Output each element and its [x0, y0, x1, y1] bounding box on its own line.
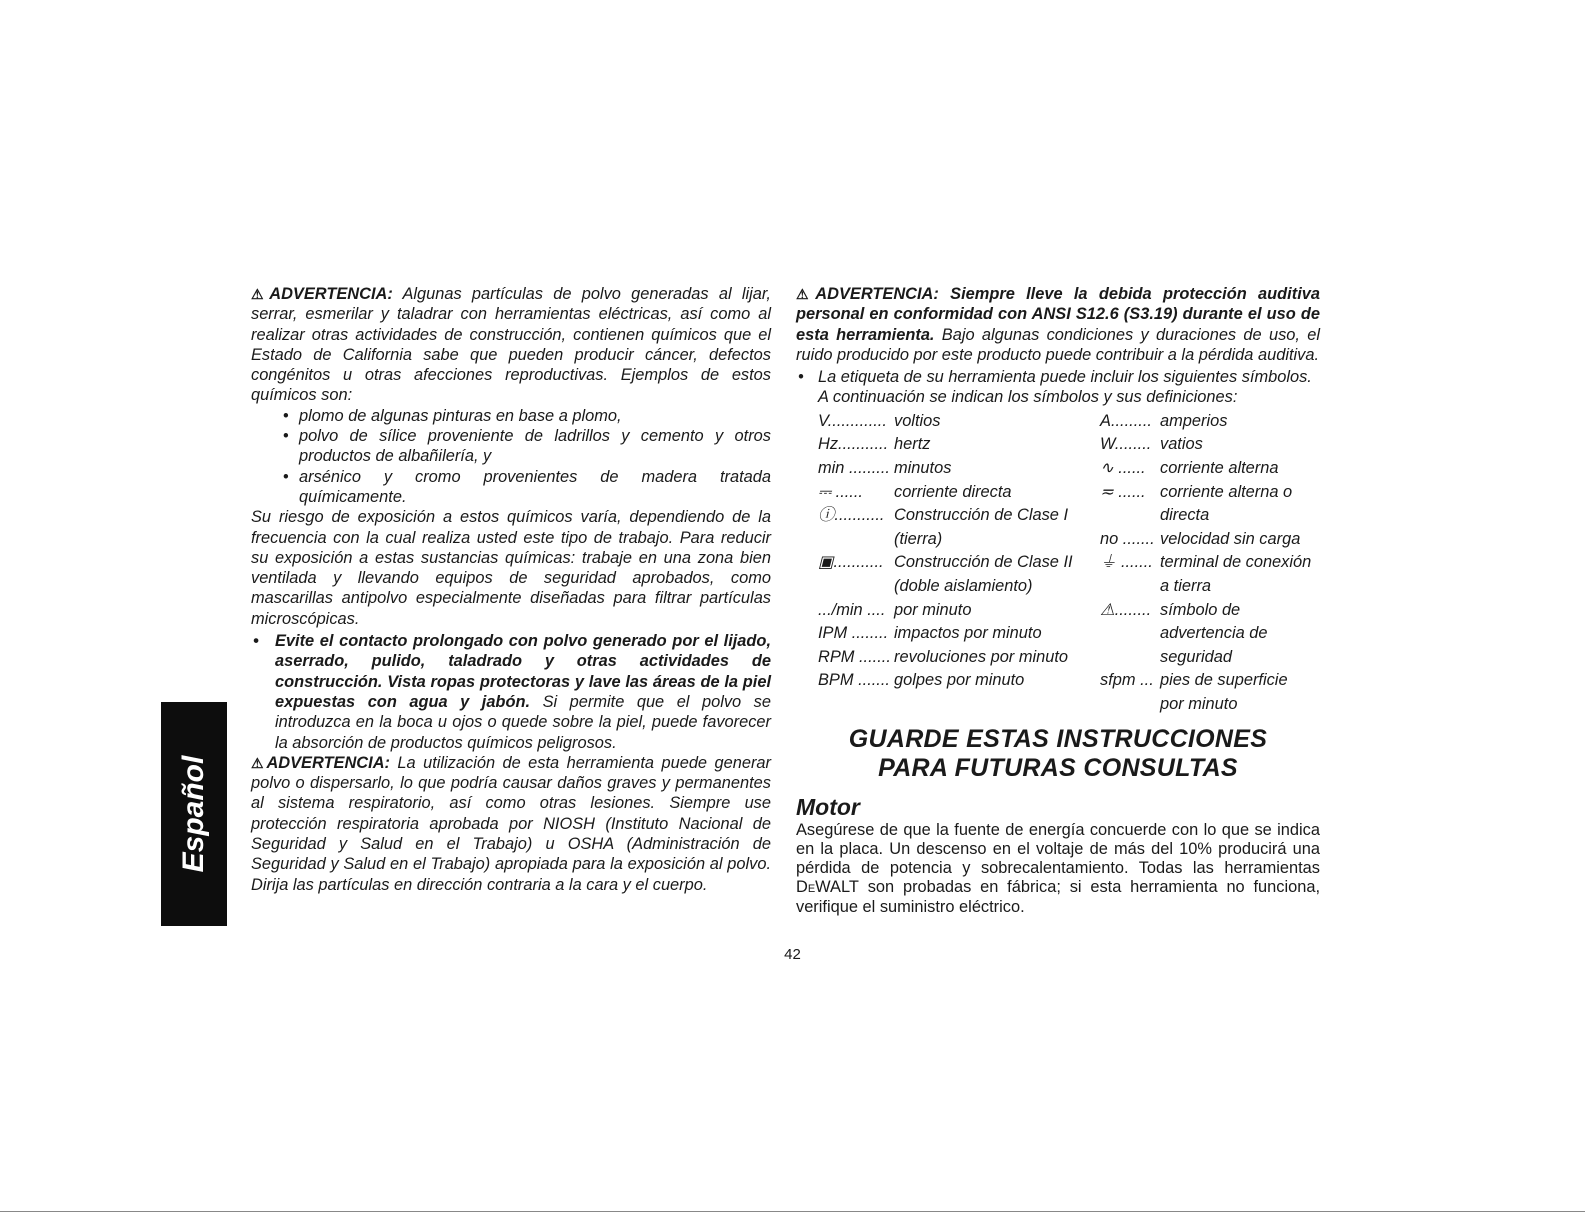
symbols-table — [818, 410, 1320, 717]
symbol-key-text: ⎓ — [818, 482, 832, 501]
symbol-definition: a tierra — [1160, 576, 1212, 595]
symbol-row — [1100, 551, 1320, 575]
symbol-key-text: W — [1100, 435, 1115, 454]
save-heading-line-1: GUARDE ESTAS INSTRUCCIONES — [848, 724, 1268, 753]
symbol-row — [818, 504, 1100, 528]
symbol-key — [1100, 622, 1160, 646]
symbol-leader-dots: .... — [862, 600, 886, 619]
symbol-key — [818, 622, 894, 646]
symbol-key — [1100, 551, 1160, 575]
symbol-leader-dots: ........... — [834, 506, 885, 525]
symbol-leader-dots: ............. — [827, 411, 887, 430]
symbol-leader-dots: ....... — [854, 647, 891, 666]
symbol-definition: Construcción de Clase I — [894, 506, 1069, 525]
symbol-key — [818, 646, 894, 670]
symbol-key — [818, 457, 894, 481]
symbol-key — [818, 669, 894, 693]
symbol-key — [818, 528, 894, 552]
bullet-dot: • — [253, 632, 259, 651]
symbol-key-text: sfpm — [1100, 671, 1136, 690]
symbol-key-text: ⏚ — [1100, 553, 1117, 572]
symbol-row — [1100, 410, 1320, 434]
symbol-row — [1100, 622, 1320, 646]
symbols-intro — [796, 367, 1320, 408]
symbol-definition: seguridad — [1160, 647, 1232, 666]
symbol-definition: terminal de conexión — [1160, 553, 1312, 572]
symbol-key — [1100, 599, 1160, 623]
warning-text: Bajo algunas condiciones y duraciones de uso, el ruido producido por este producto puede contribuir a la pérdida auditiva. — [796, 325, 1320, 364]
symbol-row — [818, 646, 1100, 670]
bullet-text: Si permite que el polvo se introduzca en la boca u ojos o quede sobre la piel, puede favorecer la absorción de productos químicos peligrosos. — [275, 692, 771, 752]
symbol-key — [1100, 646, 1160, 670]
symbol-leader-dots: ......... — [844, 458, 890, 477]
list-item: • arsénico y cromo provenientes de madera tratada químicamente. — [299, 467, 771, 508]
symbol-definition: Construcción de Clase II — [894, 553, 1073, 572]
symbol-key-text: IPM — [818, 624, 848, 643]
symbol-key — [1100, 528, 1160, 552]
left-column — [251, 284, 771, 895]
symbol-definition: minutos — [894, 458, 952, 477]
symbol-definition: corriente alterna o — [1160, 482, 1293, 501]
symbol-key — [818, 504, 894, 528]
language-tab-label: Español — [177, 755, 210, 873]
symbol-leader-dots: ....... — [853, 671, 890, 690]
symbol-key-text: BPM — [818, 671, 854, 690]
symbol-row — [818, 457, 1100, 481]
warning-triangle-icon: ⚠ — [796, 286, 816, 302]
symbol-key-text: ▣ — [818, 553, 834, 572]
symbol-definition: corriente directa — [894, 482, 1012, 501]
symbol-key — [818, 410, 894, 434]
dust-contact-bullet — [251, 631, 771, 753]
symbol-definition: amperios — [1160, 411, 1228, 430]
symbol-row — [1100, 481, 1320, 505]
risk-paragraph: Su riesgo de exposición a estos químicos varía, dependiendo de la frecuencia con la cual realiza usted este tipo de trabajo. Para reducir su exposición a estas sustancias químicas: trabaje en una zona bien ventilada y llevando equipos de seguridad aprobados, como mascarillas antipolvo especialmente diseñadas para filtrar partículas microscópicas. — [251, 508, 771, 628]
symbol-definition: golpes por minuto — [894, 671, 1025, 690]
warning-text: Algunas partículas de polvo generadas al lijar, serrar, esmerilar y taladrar con herramientas eléctricas, así como al realizar otras actividades de construcción, contienen químicos que el Estado de California sabe que pueden producir cáncer, defectos congénitos u otras afecciones reproductivas. Ejemplos de estos químicos son: — [251, 285, 771, 405]
save-instructions-heading — [796, 725, 1320, 783]
warning-label: ADVERTENCIA: — [269, 285, 393, 303]
language-tab — [161, 702, 227, 926]
symbol-row — [818, 528, 1100, 552]
symbol-definition: símbolo de — [1160, 600, 1241, 619]
symbol-leader-dots: ........... — [833, 553, 884, 572]
symbol-key-text: A — [1100, 411, 1111, 430]
symbol-key-text: ⓘ — [818, 506, 835, 525]
symbol-definition: impactos por minuto — [894, 624, 1042, 643]
symbol-key-text: min — [818, 458, 845, 477]
symbol-key-text: RPM — [818, 647, 855, 666]
symbol-row — [1100, 693, 1320, 717]
symbol-row — [818, 410, 1100, 434]
symbol-key — [1100, 504, 1160, 528]
warning-california — [251, 284, 771, 406]
warning-hearing — [796, 284, 1320, 365]
symbol-row — [1100, 457, 1320, 481]
symbol-key — [1100, 410, 1160, 434]
symbol-leader-dots: ...... — [1113, 482, 1146, 501]
chemicals-list — [251, 406, 771, 507]
symbol-key-text: V — [818, 411, 828, 430]
symbol-key-text: Hz — [818, 435, 839, 454]
symbol-row — [818, 433, 1100, 457]
symbol-definition: hertz — [894, 435, 931, 454]
symbol-row — [818, 669, 1100, 693]
symbol-key — [818, 551, 894, 575]
symbol-leader-dots: ...... — [1113, 458, 1146, 477]
symbol-row — [818, 481, 1100, 505]
symbols-right-column — [1100, 410, 1320, 717]
warning-bold-text: ADVERTENCIA: Siempre lleve la debida protección auditiva personal en conformidad con ANSI S12.6 (S3.19) durante el uso de esta herramienta. — [796, 285, 1320, 344]
symbol-row — [1100, 575, 1320, 599]
warning-triangle-icon: ⚠ — [251, 286, 270, 302]
symbol-row — [1100, 669, 1320, 693]
symbol-key — [818, 599, 894, 623]
symbol-leader-dots: ........ — [847, 624, 889, 643]
symbol-key-text: ⚠ — [1100, 600, 1115, 619]
warning-label: ADVERTENCIA: — [266, 753, 390, 772]
page-number: 42 — [784, 946, 801, 963]
symbol-definition: directa — [1160, 506, 1210, 525]
warning-triangle-icon: ⚠ — [251, 754, 267, 771]
symbol-row — [1100, 504, 1320, 528]
symbol-key — [818, 481, 894, 505]
symbol-key — [818, 433, 894, 457]
symbol-definition: corriente alterna — [1160, 458, 1279, 477]
symbol-leader-dots: ........... — [838, 435, 889, 454]
symbol-key-text: no — [1100, 529, 1119, 548]
symbol-leader-dots: ....... — [1118, 529, 1155, 548]
symbol-leader-dots: ...... — [831, 482, 863, 501]
bottom-divider — [0, 1211, 1585, 1212]
symbol-key — [1100, 575, 1160, 599]
brand-name: DeWALT — [796, 878, 859, 897]
warning-respiratory — [251, 753, 771, 895]
symbol-definition: voltios — [894, 411, 941, 430]
symbol-leader-dots: ........ — [1114, 435, 1152, 454]
list-item: • plomo de algunas pinturas en base a plomo, — [299, 406, 771, 426]
motor-paragraph — [796, 821, 1320, 917]
right-column — [796, 284, 1320, 917]
bullet-dot: • — [798, 368, 804, 387]
symbol-row — [1100, 433, 1320, 457]
symbol-definition: velocidad sin carga — [1160, 529, 1301, 548]
symbol-row — [1100, 599, 1320, 623]
symbol-row — [818, 575, 1100, 599]
symbol-definition: advertencia de — [1160, 624, 1268, 643]
symbol-key-text: .../min — [818, 600, 863, 619]
motor-text-2: son probadas en fábrica; si esta herramienta no funciona, verifique el suministro eléctrico. — [796, 878, 1321, 916]
symbol-definition: (tierra) — [894, 529, 943, 548]
symbol-definition: por minuto — [894, 600, 972, 619]
symbol-row — [1100, 646, 1320, 670]
symbol-leader-dots: ........ — [1114, 600, 1152, 619]
symbol-leader-dots: ... — [1135, 671, 1154, 690]
symbols-left-column — [818, 410, 1100, 717]
symbol-key-text: ∿ — [1100, 458, 1114, 477]
symbol-row — [818, 599, 1100, 623]
symbol-key — [818, 575, 894, 599]
motor-text-1: Asegúrese de que la fuente de energía concuerde con lo que se indica en la placa. Un descenso en el voltaje de más del 10% producirá una pérdida de potencia y sobrecalentamiento. Todas las herramientas — [796, 820, 1320, 878]
symbol-key — [1100, 693, 1160, 717]
symbol-leader-dots: ......... — [1110, 411, 1152, 430]
warning-text: La utilización de esta herramienta puede generar polvo o dispersarlo, lo que podría causar daños graves y permanentes al sistema respiratorio, así como otras lesiones. Siempre use protección respiratoria aprobada por NIOSH (Instituto Nacional de Seguridad y Salud en el Trabajo) u OSHA (Administración de Seguridad y Salud en el Trabajo) apropiada para la exposición al polvo. Dirija las partículas en dirección contraria a la cara y el cuerpo. — [251, 753, 771, 894]
motor-title: Motor — [796, 793, 860, 820]
symbol-row — [1100, 528, 1320, 552]
symbol-definition: vatios — [1160, 435, 1203, 454]
save-heading-line-2: PARA FUTURAS CONSULTAS — [878, 753, 1238, 782]
symbol-row — [818, 622, 1100, 646]
bullet-bold-text: Evite el contacto prolongado con polvo generado por el lijado, aserrado, pulido, taladrado y otras actividades de construcción. Vista ropas protectoras y lave las áreas de la piel expuestas con agua y jabón. — [275, 632, 771, 711]
symbol-definition: pies de superficie — [1160, 671, 1288, 690]
symbol-key — [1100, 669, 1160, 693]
symbol-row — [818, 551, 1100, 575]
symbol-definition: por minuto — [1160, 694, 1238, 713]
symbols-intro-text: La etiqueta de su herramienta puede incluir los siguientes símbolos. A continuación se indican los símbolos y sus definiciones: — [818, 368, 1312, 407]
symbol-key-text: ≂ — [1100, 482, 1114, 501]
symbol-definition: revoluciones por minuto — [894, 647, 1069, 666]
symbol-definition: (doble aislamiento) — [894, 576, 1033, 595]
symbol-key — [1100, 433, 1160, 457]
symbol-key — [1100, 481, 1160, 505]
list-item: • polvo de sílice proveniente de ladrillos y cemento y otros productos de albañilería, y — [299, 426, 771, 467]
symbol-key — [1100, 457, 1160, 481]
symbol-leader-dots: ....... — [1116, 553, 1153, 572]
